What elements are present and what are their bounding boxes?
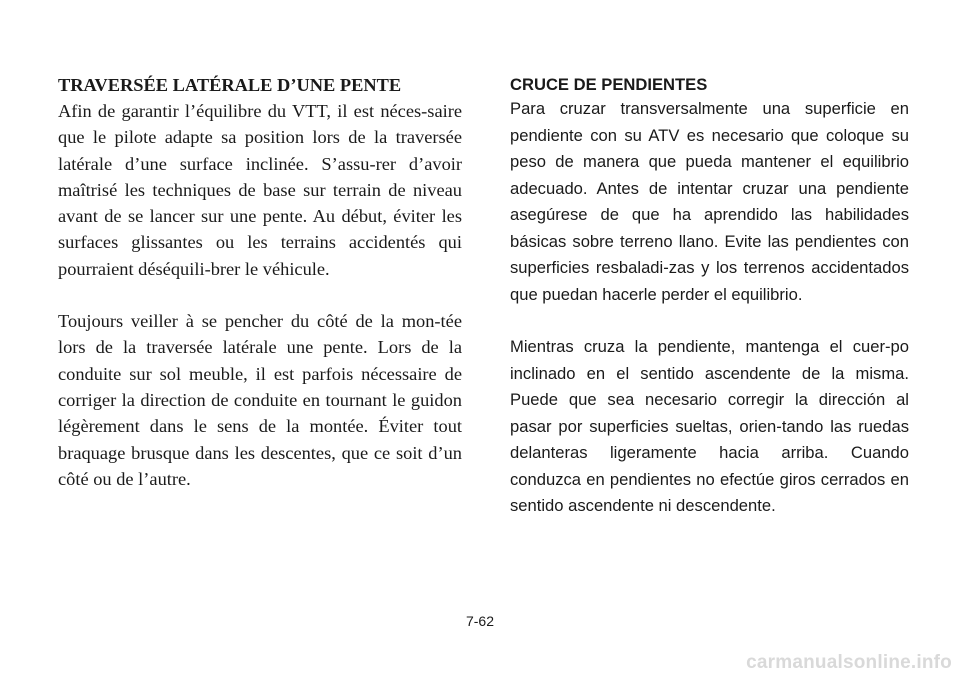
french-paragraph-1: Afin de garantir l’équilibre du VTT, il est néces-saire que le pilote adapte sa position lors de la traversée latérale d’une surface inclinée. S’assu-rer d’avoir maîtrisé les techniques de base sur terrain de niveau avant de se lancer sur une pente. Au début, éviter les surfaces glissantes ou les terrains accidentés qui pourraient déséquili-brer le véhicule. xyxy=(58,101,462,279)
spanish-section xyxy=(510,74,909,520)
french-section xyxy=(58,72,462,492)
spanish-heading: CRUCE DE PENDIENTES xyxy=(510,75,708,94)
spanish-paragraph-2: Mientras cruza la pendiente, mantenga el cuer-po inclinado en el sentido ascendente de la misma. Puede que sea necesario corregir la dirección al pasar por superficies sueltas, orien-tando las ruedas delanteras ligeramente hacia arriba. Cuando conduzca en pendientes no efectúe giros cerrados en sentido ascendente ni descendente. xyxy=(510,337,909,515)
watermark: carmanualsonline.info xyxy=(746,652,952,673)
french-heading: TRAVERSÉE LATÉRALE D’UNE PENTE xyxy=(58,75,402,95)
french-paragraph-2: Toujours veiller à se pencher du côté de la mon-tée lors de la traversée latérale une pente. Lors de la conduite sur sol meuble, il est parfois nécessaire de corriger la direction de conduite en tournant le guidon légèrement dans le sens de la montée. Éviter tout braquage brusque dans les descentes, que ce soit d’un côté ou de l’autre. xyxy=(58,311,462,489)
spanish-paragraph-1: Para cruzar transversalmente una superficie en pendiente con su ATV es necesario que coloque su peso de manera que pueda mantener el equilibrio adecuado. Antes de intentar cruzar una pendiente asegúrese de que ha aprendido las habilidades básicas sobre terreno llano. Evite las pendientes con superficies resbaladi-zas y los terrenos accidentados que puedan hacerle perder el equilibrio. xyxy=(510,99,909,304)
page-number: 7-62 xyxy=(465,613,495,629)
